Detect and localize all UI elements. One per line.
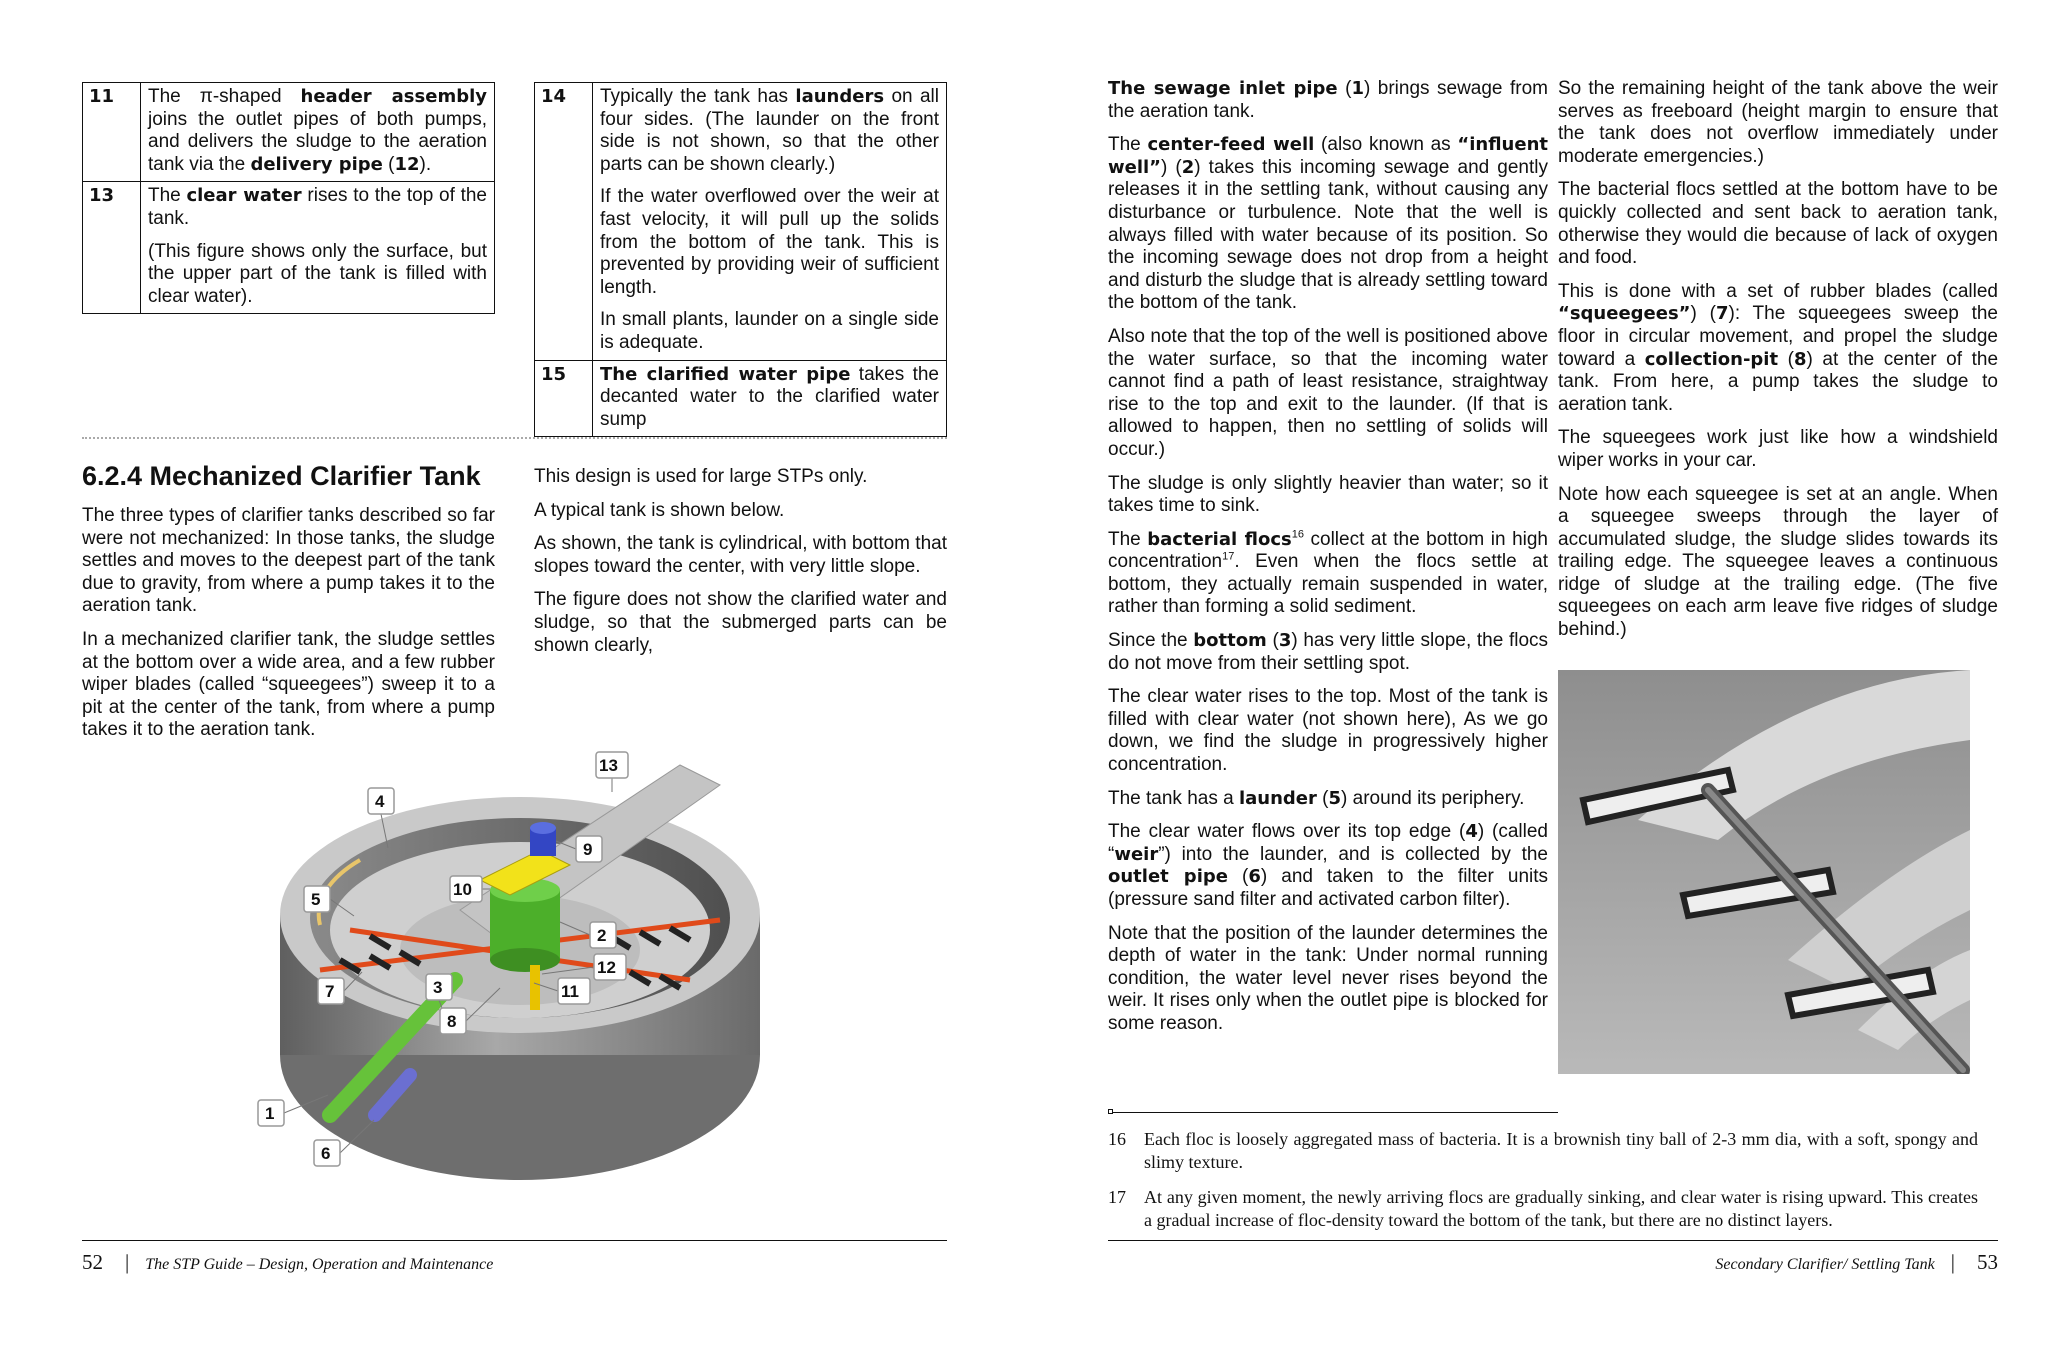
- callout-label: 9: [583, 840, 593, 859]
- paragraph: A typical tank is shown below.: [534, 499, 785, 521]
- footnote: [1108, 1186, 1978, 1232]
- page-footer: [1108, 1250, 1998, 1275]
- footer-rule: [82, 1240, 947, 1241]
- callout-label: 2: [597, 926, 607, 945]
- table-row: [83, 182, 495, 314]
- page-number: 53: [1977, 1250, 1998, 1274]
- callout-label: 13: [599, 756, 618, 775]
- left-page: [0, 0, 1020, 1348]
- paragraph: The bacterial flocs settled at the bottom have to be quickly collected and sent back to aeration tank, otherwise they would die because of lack of oxygen and food.: [1558, 179, 1998, 269]
- paragraph: Also note that the top of the well is positioned above the water surface, so that the incoming water cannot find a path of least resistance, straightway rise to the top and exit to the launder. (If that is allowed to happen, then no settling of solids will occur.): [1108, 325, 1548, 460]
- left-column-1: [82, 505, 495, 753]
- right-page: [1020, 0, 2048, 1348]
- item-description: The clarified water pipe takes the decanted water to the clarified water sump: [593, 360, 947, 437]
- callout-label: 1: [265, 1104, 275, 1123]
- callout-label: 12: [597, 958, 616, 977]
- footnote-text: At any given moment, the newly arriving flocs are gradually sinking, and clear water is rising upward. This creates a gradual increase of floc-density toward the bottom of the tank, but there are no distinct layers.: [1144, 1187, 1978, 1230]
- paragraph: The clear water rises to the top. Most of the tank is filled with clear water (not shown here), As we go down, we find the sludge in progressively higher concentration.: [1108, 686, 1548, 776]
- paragraph: The figure does not show the clarified water and sludge, so that the submerged parts can be shown clearly,: [534, 589, 947, 656]
- footer-separator: |: [1950, 1250, 1955, 1274]
- footnote-text: Each floc is loosely aggregated mass of bacteria. It is a brownish tiny ball of 2-3 mm dia, with a soft, spongy and slimy texture.: [1144, 1129, 1978, 1172]
- definition-table-14-15: [534, 82, 947, 437]
- right-column-2: [1558, 78, 1998, 653]
- footer-rule: [1108, 1240, 1998, 1241]
- footnote-number: 16: [1108, 1129, 1126, 1149]
- section-divider: [82, 437, 947, 439]
- paragraph: This design is used for large STPs only.: [534, 466, 868, 487]
- paragraph: Note that the position of the launder determines the depth of water in the tank: Under normal running condition, the water level never rises beyond the weir. It rises only when the outlet pipe is blocked for some reason.: [1108, 922, 1548, 1034]
- paragraph: The clear water flows over its top edge (4) (called “weir”) into the launder, and is collected by the outlet pipe (6) and taken to the filter units (pressure sand filter and activated carbon filter).: [1108, 821, 1549, 910]
- callout-label: 5: [311, 890, 321, 909]
- item-description: The π-shaped header assembly joins the outlet pipes of both pumps, and delivers the sludge to the aeration tank via the delivery pipe (12).: [141, 83, 495, 182]
- table-row: [535, 360, 947, 437]
- table-row: [83, 83, 495, 182]
- callout-label: 8: [447, 1012, 457, 1031]
- footnote-rule: [1108, 1112, 1558, 1113]
- paragraph: So the remaining height of the tank above the weir serves as freeboard (height margin to ensure that the tank does not overflow immediately under moderate emergencies.): [1558, 78, 1998, 167]
- callout-label: 6: [321, 1144, 331, 1163]
- paragraph: Note how each squeegee is set at an angle. When a squeegee sweeps through the layer of accumulated sludge, the sludge slides towards its trailing edge. The squeegee leaves a continuous ridge of sludge at the trailing edge. (The five squeegees on each arm leave five ridges of sludge behind.): [1558, 483, 1998, 641]
- item-number: 13: [83, 182, 141, 314]
- paragraph: As shown, the tank is cylindrical, with bottom that slopes toward the center, with very little slope.: [534, 533, 947, 577]
- paragraph: Since the bottom (3) has very little slope, the flocs do not move from their settling spot.: [1108, 630, 1549, 674]
- paragraph: The tank has a launder (5) around its periphery.: [1108, 787, 1525, 809]
- item-number: 14: [535, 83, 593, 361]
- callout-label: 10: [453, 880, 472, 899]
- footnote: [1108, 1128, 1978, 1174]
- definition-table-11-13: [82, 82, 495, 314]
- delivery-pipe: [530, 965, 540, 1010]
- paragraph: The sewage inlet pipe (1) brings sewage from the aeration tank.: [1108, 78, 1548, 122]
- item-description: The clear water rises to the top of the tank. (This figure shows only the surface, but the upper part of the tank is filled with clear water).: [141, 182, 495, 314]
- paragraph: The center-feed well (also known as “influent well”) (2) takes this incoming sewage and gently releases it in the settling tank, without causing any disturbance or turbulence. Note that the well is always filled with water because of its position. So the incoming sewage does not drop from a height and disturb the sludge that is already settling toward the bottom of the tank.: [1108, 134, 1548, 314]
- page-number: 52: [82, 1250, 103, 1274]
- item-number: 11: [83, 83, 141, 182]
- table-row: [535, 83, 947, 361]
- item-description: Typically the tank has launders on all four sides. (The launder on the front side is not shown, so that the other parts can be shown clearly.) If the water overflowed over the weir at fast velocity, it will pull up the solids from the bottom of the tank. This is prevented by providing weir of sufficient length. In small plants, launder on a single side is adequate.: [593, 83, 947, 361]
- callout-label: 3: [433, 978, 443, 997]
- squeegee-closeup-image: [1558, 670, 1970, 1074]
- paragraph: The three types of clarifier tanks described so far were not mechanized: In those tanks, the sludge settles and moves to the deepest part of the tank due to gravity, from where a pump takes it to the aeration tank.: [82, 505, 495, 617]
- right-column-1: [1108, 78, 1548, 1047]
- callout-label: 7: [325, 982, 335, 1001]
- paragraph: In a mechanized clarifier tank, the sludge settles at the bottom over a wide area, and a few rubber wiper blades (called “squeegees”) sweep it to a pit at the center of the tank, from where a pump takes it to the aeration tank.: [82, 628, 495, 741]
- running-head: The STP Guide – Design, Operation and Maintenance: [145, 1256, 494, 1273]
- section-heading: 6.2.4 Mechanized Clarifier Tank: [82, 461, 481, 491]
- footer-separator: |: [125, 1250, 130, 1274]
- paragraph: The sludge is only slightly heavier than water; so it takes time to sink.: [1108, 472, 1548, 517]
- callout-label: 4: [375, 792, 385, 811]
- paragraph: The squeegees work just like how a windshield wiper works in your car.: [1558, 427, 1998, 471]
- footnote-number: 17: [1108, 1187, 1126, 1207]
- callout-label: 11: [561, 982, 579, 1001]
- paragraph: This is done with a set of rubber blades (called “squeegees”) (7): The squeegees sweep the floor in circular movement, and propel the sludge toward a collection-pit (8) at the center of the tank. From here, a pump takes the sludge to aeration tank.: [1558, 280, 1999, 415]
- page-footer: [82, 1250, 493, 1275]
- paragraph: The bacterial flocs$^{16}$ collect at the bottom in high concentration$^{17}$. Even when the flocs settle at bottom, they actually remain suspended in water, rather than forming a solid sediment.: [1108, 528, 1548, 618]
- running-head: Secondary Clarifier/ Settling Tank: [1715, 1256, 1935, 1273]
- clarifier-tank-figure: [250, 740, 810, 1210]
- item-number: 15: [535, 360, 593, 437]
- left-column-2: [534, 466, 947, 668]
